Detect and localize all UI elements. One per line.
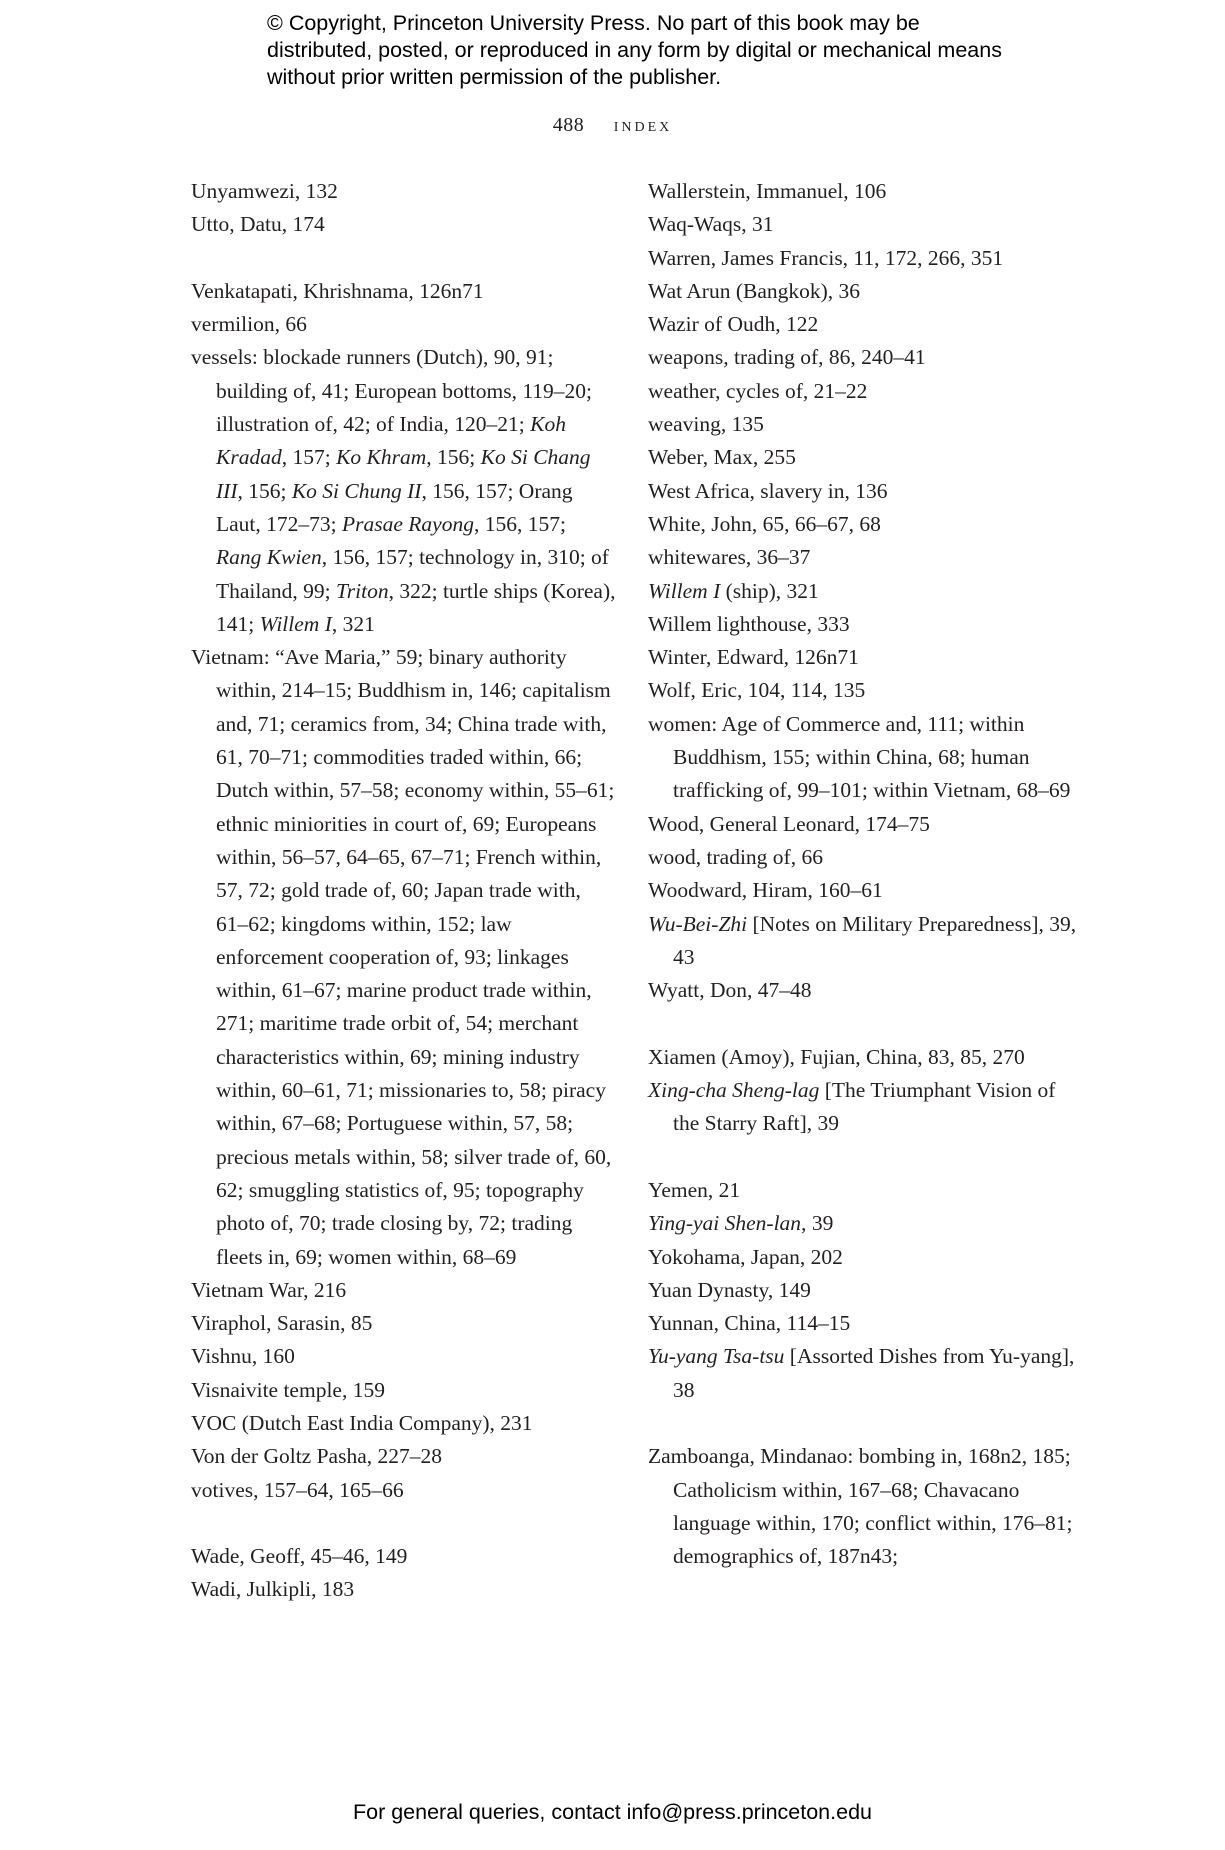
italic-title: Ko Si Chung II — [291, 478, 422, 503]
entry-text: [The Triumphant Vision of the Starry Raft], 39 — [673, 1078, 1056, 1136]
index-entry — [648, 208, 1078, 241]
entry-text: VOC (Dutch East India Company), 231 — [191, 1410, 533, 1435]
entry-text: Venkatapati, Khrishnama, 126n71 — [191, 278, 484, 303]
index-entry — [191, 341, 616, 641]
index-entry — [648, 974, 1078, 1007]
italic-title: Triton — [336, 578, 389, 603]
index-column-left — [191, 175, 616, 1607]
italic-title: Wu-Bei-Zhi — [648, 911, 748, 936]
index-entry — [648, 275, 1078, 308]
entry-text: Weber, Max, 255 — [648, 445, 796, 470]
index-entry — [191, 1340, 616, 1373]
index-entry — [191, 1307, 616, 1340]
entry-text: wood, trading of, 66 — [648, 844, 823, 869]
index-entry — [648, 1241, 1078, 1274]
index-entry — [648, 1074, 1078, 1141]
entry-text: Yemen, 21 — [648, 1177, 741, 1202]
index-entry — [648, 1041, 1078, 1074]
entry-text: weather, cycles of, 21–22 — [648, 378, 868, 403]
entry-text: , 322; turtle ships (Korea), 141; — [216, 578, 616, 636]
entry-text: , 321 — [331, 611, 375, 636]
index-entry — [648, 674, 1078, 707]
entry-text: Vishnu, 160 — [191, 1344, 295, 1369]
index-entry — [648, 1274, 1078, 1307]
index-entry — [191, 1474, 616, 1507]
italic-title: Koh Kradad — [216, 412, 566, 470]
entry-text: , 156, 157; Orang Laut, 172–73; — [216, 478, 573, 536]
entry-text: votives, 157–64, 165–66 — [191, 1477, 404, 1502]
index-entry — [648, 175, 1078, 208]
section-title: index — [613, 114, 673, 136]
italic-title: Yu-yang Tsa-tsu — [648, 1344, 785, 1369]
index-column-right — [648, 175, 1078, 1573]
entry-text: vessels: blockade runners (Dutch), 90, 91; building of, 41; European bottoms, 119–20; illustration of, 42; of India, 120–21; — [191, 345, 593, 437]
letter-group-gap — [191, 1507, 616, 1540]
index-entry — [648, 575, 1078, 608]
index-entry — [191, 275, 616, 308]
index-entry — [648, 1174, 1078, 1207]
entry-text: Wallerstein, Immanuel, 106 — [648, 179, 887, 203]
entry-text: Utto, Datu, 174 — [191, 212, 325, 237]
letter-group-gap — [648, 1007, 1078, 1040]
index-entry — [191, 1407, 616, 1440]
entry-text: , 156; — [426, 445, 481, 470]
index-entry — [648, 1207, 1078, 1240]
entry-text: , 157; — [281, 445, 337, 470]
index-entry — [648, 1307, 1078, 1340]
italic-title: Prasae Rayong — [342, 511, 474, 536]
index-entry — [648, 1440, 1078, 1573]
index-entry — [648, 808, 1078, 841]
copyright-notice: © Copyright, Princeton University Press. No part of this book may be distributed, posted, or reproduced in any form by digital or mechanical means without prior written permission of the publisher. — [267, 11, 1002, 89]
entry-text: Unyamwezi, 132 — [191, 179, 338, 203]
entry-text: Vietnam: “Ave Maria,” 59; binary authority within, 214–15; Buddhism in, 146; capitalism and, 71; ceramics from, 34; China trade with, 61, 70–71; commodities traded within, 66; Dutch within, 57–58; economy within, 55–61; ethnic miniorities in court of, 69; Europeans within, 56–57, 64–65, 67–71; French within, 57, 72; gold trade of, 60; Japan trade with, 61–62; kingdoms within, 152; law enforcement cooperation of, 93; linkages within, 61–67; marine product trade within, 271; maritime trade orbit of, 54; merchant characteristics within, 69; mining industry within, 60–61, 71; missionaries to, 58; piracy within, 67–68; Portuguese within, 57, 58; precious metals within, 58; silver trade of, 60, 62; smuggling statistics of, 95; topography photo of, 70; trade closing by, 72; trading fleets in, 69; women within, 68–69 — [191, 645, 615, 1269]
entry-text: Xiamen (Amoy), Fujian, China, 83, 85, 270 — [648, 1044, 1025, 1069]
index-entry — [648, 841, 1078, 874]
index-entry — [648, 408, 1078, 441]
entry-text: Winter, Edward, 126n71 — [648, 645, 859, 670]
entry-text: Willem lighthouse, 333 — [648, 611, 850, 636]
index-entry — [191, 1540, 616, 1573]
index-entry — [191, 1274, 616, 1307]
entry-text: weaving, 135 — [648, 412, 764, 437]
italic-title: Willem I — [648, 578, 721, 603]
entry-text: Wade, Geoff, 45–46, 149 — [191, 1544, 408, 1569]
entry-text: White, John, 65, 66–67, 68 — [648, 511, 881, 536]
index-entry — [648, 541, 1078, 574]
entry-text: Waq-Waqs, 31 — [648, 212, 774, 237]
index-entry — [191, 1440, 616, 1473]
entry-text: Vietnam War, 216 — [191, 1277, 347, 1302]
index-entry — [648, 608, 1078, 641]
index-entry — [191, 1573, 616, 1606]
index-entry — [648, 375, 1078, 408]
index-entry — [191, 1374, 616, 1407]
index-entry — [191, 308, 616, 341]
entry-text: , 156; — [237, 478, 292, 503]
entry-text: Wadi, Julkipli, 183 — [191, 1577, 355, 1602]
entry-text: , 156, 157; technology in, 310; of Thailand, 99; — [216, 545, 609, 603]
italic-title: Ko Si Chang III — [216, 445, 591, 503]
entry-text: Wat Arun (Bangkok), 36 — [648, 278, 861, 303]
entry-text: Wyatt, Don, 47–48 — [648, 978, 812, 1003]
letter-group-gap — [648, 1407, 1078, 1440]
entry-text: vermilion, 66 — [191, 312, 307, 337]
letter-group-gap — [191, 242, 616, 275]
index-entry — [648, 708, 1078, 808]
entry-text: Von der Goltz Pasha, 227–28 — [191, 1444, 443, 1469]
entry-text: 39 — [806, 1211, 834, 1236]
italic-title: Rang Kwien — [216, 545, 322, 570]
entry-text: weapons, trading of, 86, 240–41 — [648, 345, 926, 370]
index-entry — [648, 641, 1078, 674]
index-entry — [648, 1340, 1078, 1407]
entry-text: Visnaivite temple, 159 — [191, 1377, 385, 1402]
letter-group-gap — [648, 1141, 1078, 1174]
index-entry — [648, 874, 1078, 907]
contact-footer: For general queries, contact info@press.princeton.edu — [352, 1800, 872, 1824]
entry-text: Wood, General Leonard, 174–75 — [648, 811, 930, 836]
entry-text: women: Age of Commerce and, 111; within Buddhism, 155; within China, 68; human trafficking of, 99–101; within Vietnam, 68–69 — [648, 711, 1071, 803]
index-entry — [191, 208, 616, 241]
entry-text: Viraphol, Sarasin, 85 — [191, 1311, 373, 1336]
italic-title: Xing-cha Sheng-lag — [648, 1078, 820, 1103]
entry-text: Wazir of Oudh, 122 — [648, 312, 819, 337]
entry-text: Yunnan, China, 114–15 — [648, 1311, 851, 1336]
entry-text: Wolf, Eric, 104, 114, 135 — [648, 678, 866, 703]
entry-text: [Assorted Dishes from Yu-yang], 38 — [673, 1344, 1075, 1402]
entry-text: Zamboanga, Mindanao: bombing in, 168n2, 185; Catholicism within, 167–68; Chavacano language within, 170; conflict within, 176–81; demographics of, 187n43; — [648, 1444, 1073, 1569]
index-entry — [648, 441, 1078, 474]
index-entry — [648, 508, 1078, 541]
index-entry — [648, 308, 1078, 341]
entry-text: [Notes on Military Preparedness], 39, 43 — [673, 911, 1077, 969]
entry-text: (ship), 321 — [720, 578, 819, 603]
entry-text: West Africa, slavery in, 136 — [648, 478, 888, 503]
page-number: 488 — [552, 114, 585, 136]
entry-text: Woodward, Hiram, 160–61 — [648, 878, 883, 903]
index-entry — [648, 908, 1078, 975]
entry-text: Yokohama, Japan, 202 — [648, 1244, 843, 1269]
entry-text: whitewares, 36–37 — [648, 545, 811, 570]
italic-title: Ying-yai Shen-lan, — [648, 1211, 807, 1236]
entry-text: , 156, 157; — [473, 511, 566, 536]
index-entry — [648, 341, 1078, 374]
italic-title: Willem I — [259, 611, 332, 636]
index-entry — [191, 641, 616, 1274]
italic-title: Ko Khram — [336, 445, 427, 470]
running-head — [0, 114, 1225, 137]
entry-text: Warren, James Francis, 11, 172, 266, 351 — [648, 245, 1004, 270]
index-entry — [191, 175, 616, 208]
index-entry — [648, 475, 1078, 508]
index-entry — [648, 242, 1078, 275]
entry-text: Yuan Dynasty, 149 — [648, 1277, 811, 1302]
